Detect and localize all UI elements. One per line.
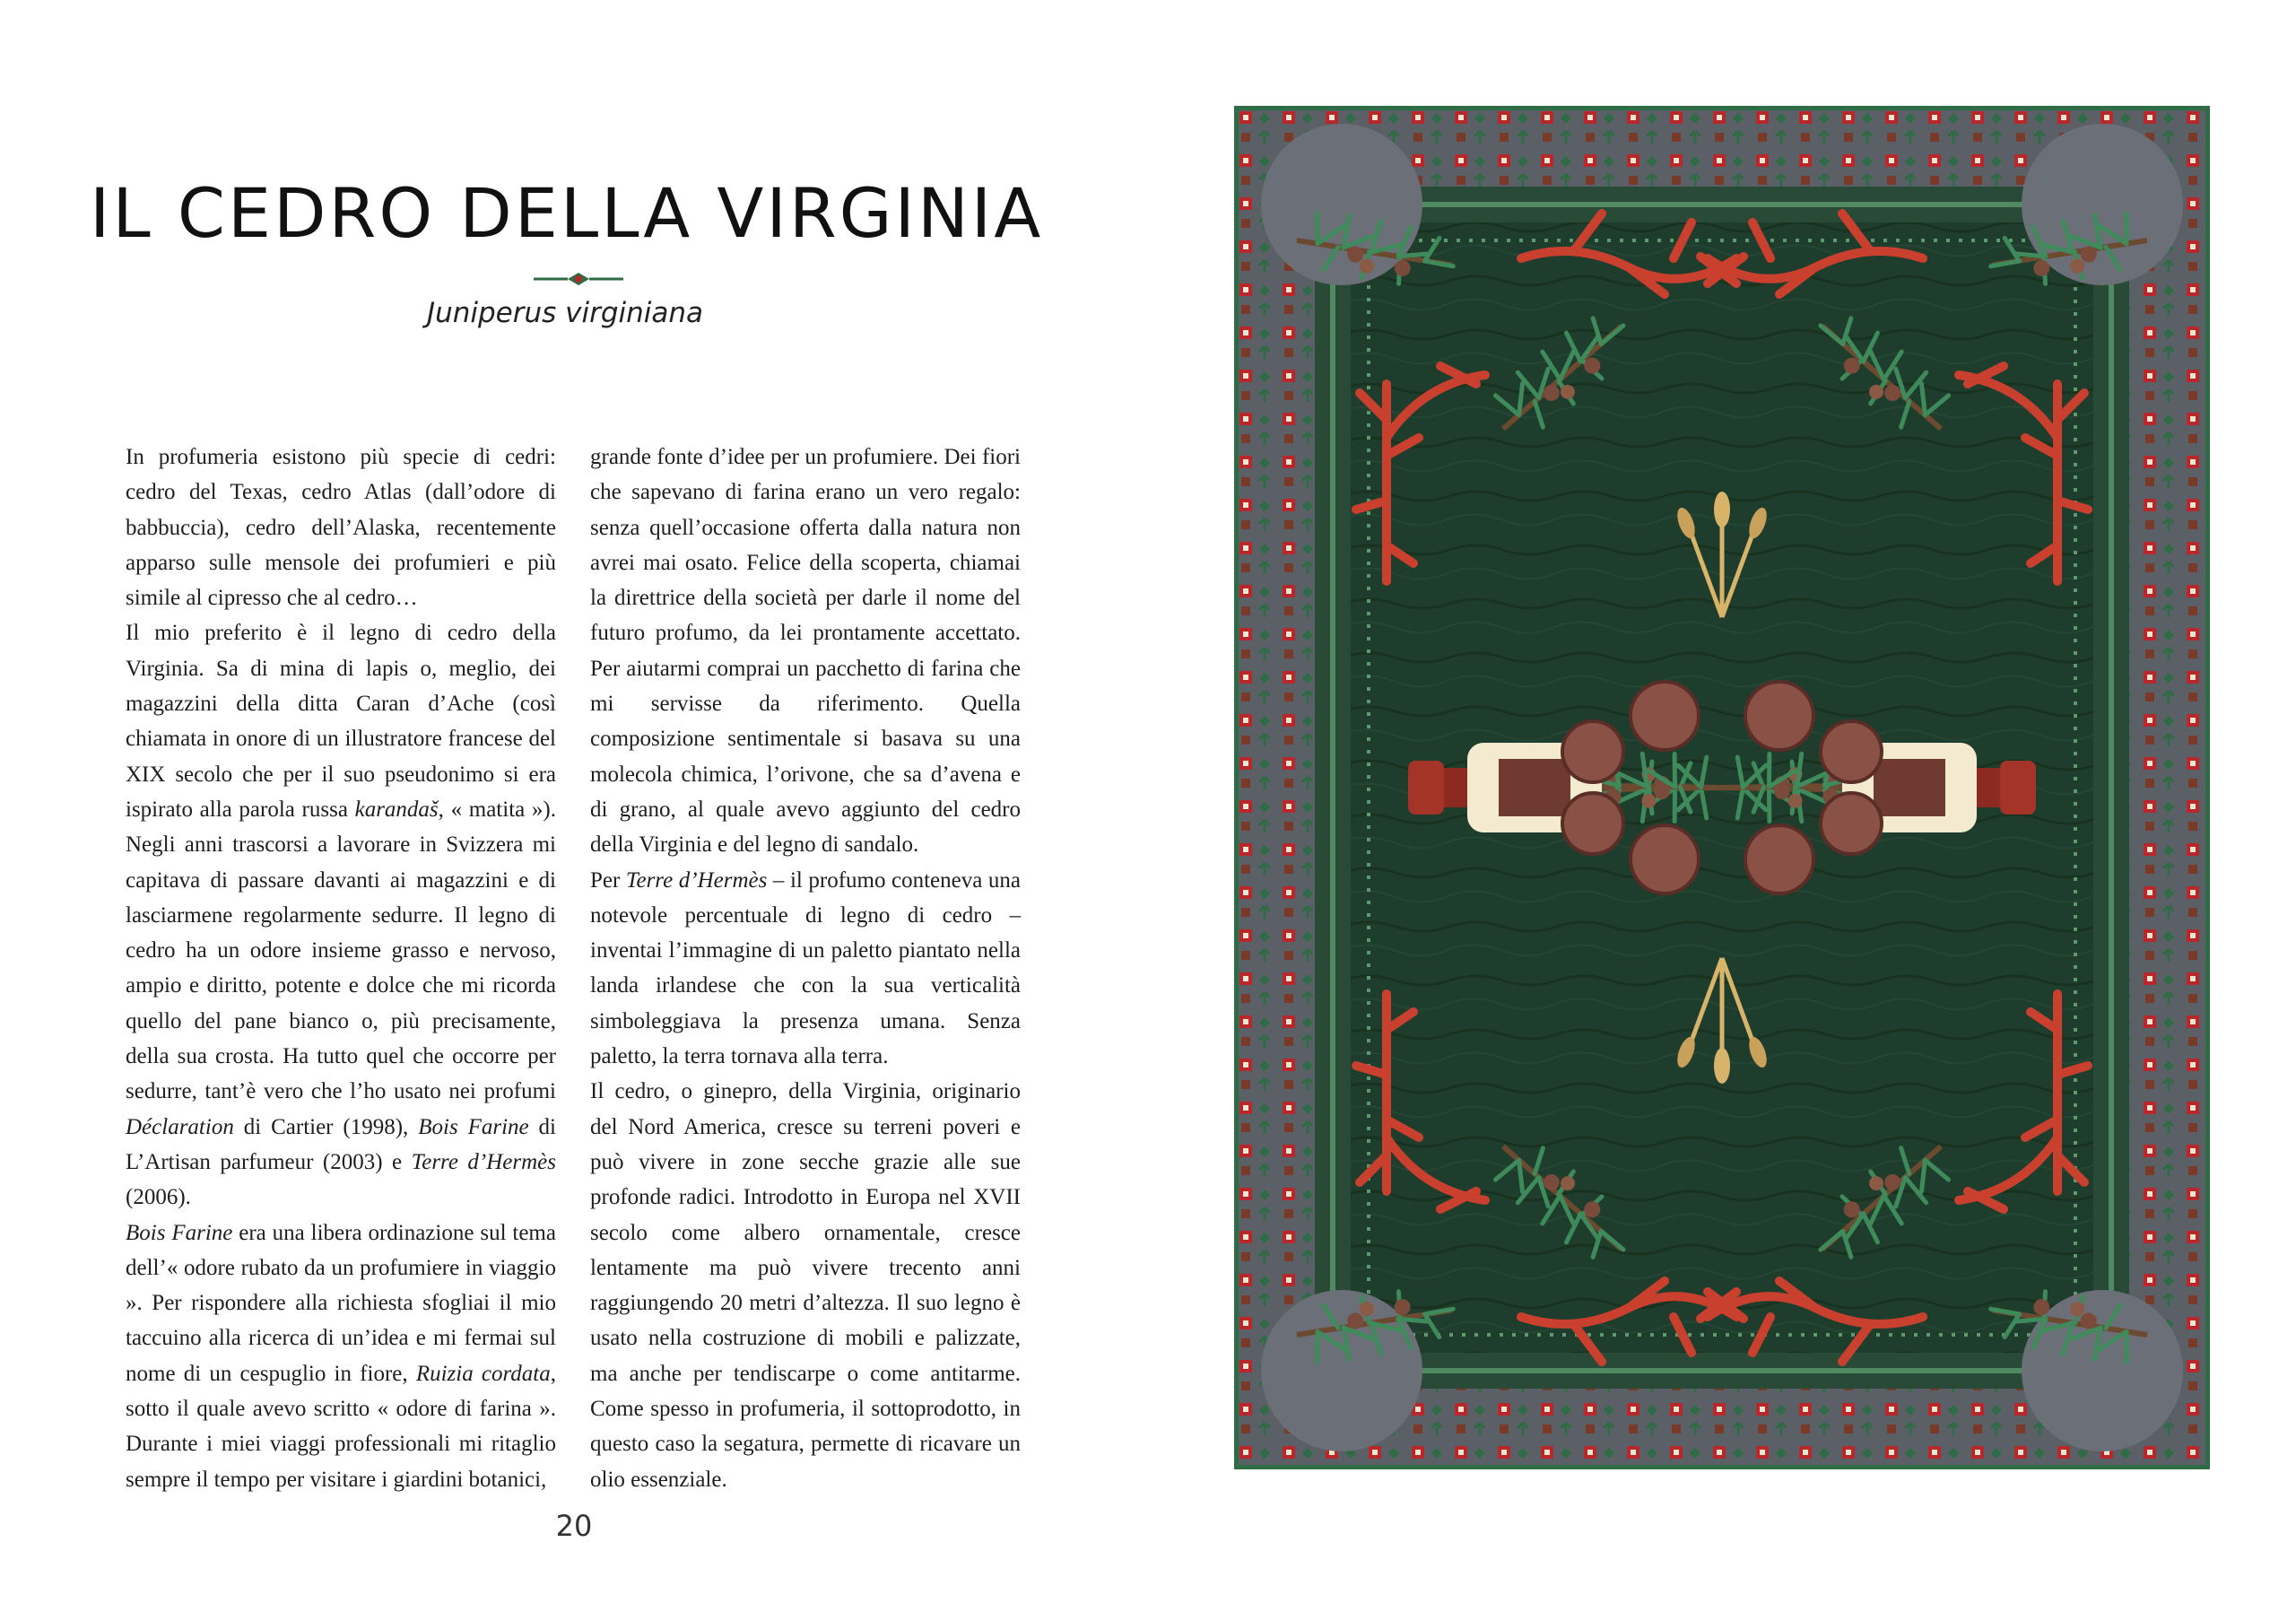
italic-term: karandaš — [354, 797, 439, 822]
paragraph: Il cedro, o ginepro, della Virginia, originario del Nord America, cresce su terreni poveri e può vivere in zone secche grazie alle sue profonde radici. Introdotto in Europa nel XVII secolo come albero ornamentale, cresce lentamente ma può vivere trecento anni raggiungendo 20 metri d’altezza. Il suo legno è usato nella costruzione di mobili e palizzate, ma anche per tendiscarpe o come antitarme. Come spesso in profumeria, il sottoprodotto, in questo caso la segatura, permette di ricavare un olio essenziale. — [590, 1079, 1021, 1492]
paragraph: Bois Farine era una libera ordinazione sul tema dell’« odore rubato da un profumiere in viaggio ». Per rispondere alla richiesta sfogliai il mio taccuino alla ricerca di un’idea e mi fermai sul nome di un cespuglio in fiore, Ruizia cordata, sotto il quale avevo scritto « odore di farina ». Durante i miei viaggi professionali mi ritaglio sempre il tempo per visitare i giardini botanici, — [126, 1220, 556, 1492]
paragraph: In profumeria esistono più specie di cedri: cedro del Texas, cedro Atlas (dall’odore di babbuccia), cedro dell’Alaska, recentemente apparso sulle mensole dei profumieri e più simile al cipresso che al cedro… — [126, 445, 556, 611]
paragraph: Il mio preferito è il legno di cedro della Virginia. Sa di mina di lapis o, meglio, dei magazzini della ditta Caran d’Ache (così chiamata in onore di un illustratore francese del XIX secolo che per il suo pseudonimo si era ispirato alla parola russa karandaš, « matita »). Negli anni trascorsi a lavorare in Svizzera mi capitava di passare davanti ai magazzini e di lasciarmene regolarmente sedurre. Il legno di cedro ha un odore insieme grasso e nervoso, ampio e diritto, potente e dolce che mi ricorda quello del pane bianco o, più precisamente, della sua crosta. Ha tutto quel che occorre per sedurre, tant’è vero che l’ho usato nei profumi Déclaration di Cartier (1998), Bois Farine di L’Artisan parfumeur (2003) e Terre d’Hermès (2006). — [126, 621, 556, 1210]
perfume-name: Bois Farine — [126, 1220, 233, 1245]
text-column-right — [590, 440, 1021, 1497]
page-number: 20 — [555, 1509, 593, 1543]
plant-name: Ruizia cordata — [415, 1361, 551, 1386]
perfume-name: Terre d’Hermès — [411, 1149, 556, 1174]
cedar-illustration — [1234, 106, 2210, 1469]
paragraph: grande fonte d’idee per un profumiere. Dei fiori che sapevano di farina erano un vero regalo: senza quell’occasione offerta dalla natura non avrei mai osato. Felice della scoperta, chiamai la direttrice della società per darle il nome del futuro profumo, da lei prontamente accettato. Per aiutarmi comprai un pacchetto di farina che mi servisse da riferimento. Quella composizione sentimentale si basava su una molecola chimica, l’orivone, che sa d’avena e di grano, al quale avevo aggiunto del cedro della Virginia e del legno di sandalo. — [590, 445, 1021, 858]
page-title: IL CEDRO DELLA VIRGINIA — [90, 173, 1044, 253]
perfume-name: Terre d’Hermès — [625, 867, 768, 893]
perfume-name: Bois Farine — [418, 1114, 529, 1139]
title-ornament-icon — [534, 272, 623, 286]
paragraph: Per Terre d’Hermès – il profumo conteneva una notevole percentuale di legno di cedro – inventai l’immagine di un paletto piantato nella landa irlandese che con la sua verticalità simboleggiava la presenza umana. Senza paletto, la terra tornava alla terra. — [590, 867, 1021, 1069]
botanical-name: Juniperus virginiana — [426, 297, 704, 329]
text-column-left — [126, 440, 556, 1497]
perfume-name: Déclaration — [126, 1114, 234, 1139]
